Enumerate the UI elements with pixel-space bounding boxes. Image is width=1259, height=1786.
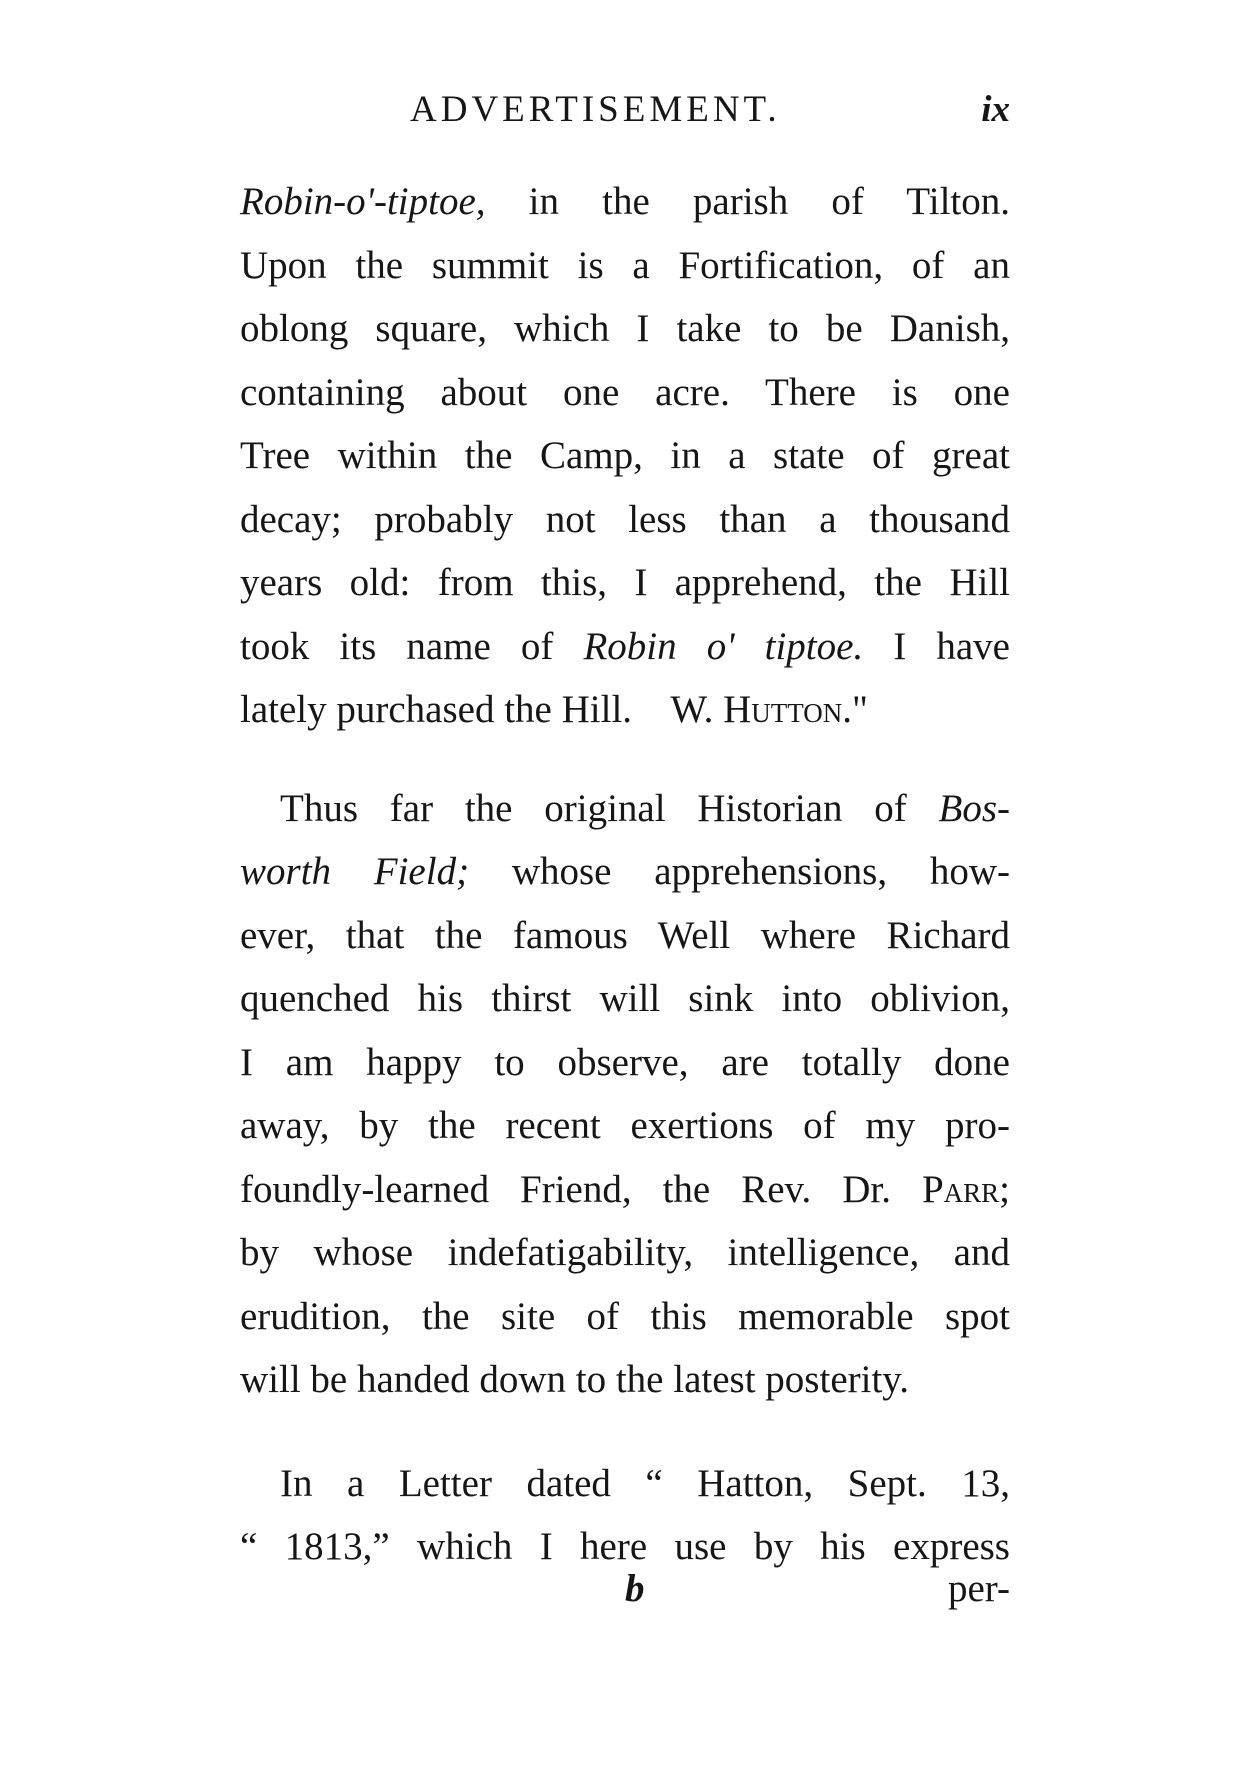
text-line [240,777,1010,841]
text-line [240,615,1010,679]
text-line: decay; probably not less than a thousand [240,497,1010,541]
italic-phrase: Robin o' tiptoe. [583,624,864,668]
page-header [240,88,1010,144]
paragraph-gap [240,742,1010,777]
catchword: per- [947,1567,1010,1610]
person-name: Parr [921,1167,1000,1211]
text-run: foundly-learned Friend, the Rev. Dr. [240,1167,922,1211]
text-line: years old: from this, I apprehend, the Hill [240,561,1010,604]
text-run: lately purchased the Hill. W. [240,688,724,731]
text-line: away, by the recent exertions of my pro- [240,1104,1010,1147]
text-line: will be handed down to the latest posterity. [240,1358,909,1401]
italic-phrase: worth Field; [240,850,470,893]
text-line: In a Letter dated “ Hatton, Sept. 13, [280,1461,1010,1505]
text-line: oblong square, which I take to be Danish, [240,307,1010,350]
text-line [240,1158,1010,1222]
text-run: took its name of [240,624,584,668]
signature-mark: b [625,1567,645,1610]
text-line: Tree within the Camp, in a state of great [240,434,1010,477]
text-line: by whose indefatigability, intelligence, and [240,1231,1010,1274]
text-line: Upon the summit is a Fortification, of an [240,243,1010,287]
page-number: ix [981,89,1010,130]
body-text [240,170,1010,1579]
text-line [240,840,1010,904]
text-line [240,678,1010,742]
page-footer [240,1566,1010,1626]
paragraph-1 [240,170,1010,742]
text-run: whose apprehensions, how- [469,850,1010,893]
italic-phrase: Bos- [938,786,1010,830]
text-run: in the parish of Tilton. [485,180,1010,223]
paragraph-3 [240,1452,1010,1579]
text-run: ." [842,688,868,731]
text-line: ever, that the famous Well where Richard [240,913,1010,957]
text-run: ; [999,1167,1010,1211]
paragraph-gap [240,1412,1010,1452]
text-line: quenched his thirst will sink into oblivion, [240,977,1010,1020]
text-run: I have [863,624,1010,668]
text-line: I am happy to observe, are totally done [240,1040,1010,1084]
running-head: ADVERTISEMENT. [410,89,781,130]
text-line: “ 1813,” which I here use by his express [240,1525,1010,1568]
text-line: containing about one acre. There is one [240,370,1010,414]
author-name: Hutton [723,688,843,731]
italic-phrase: Robin-o'-tiptoe, [240,180,486,223]
text-line: erudition, the site of this memorable spot [240,1294,1010,1338]
text-run: Thus far the original Historian of [280,786,939,830]
paragraph-2 [240,777,1010,1412]
text-line [240,170,1010,234]
